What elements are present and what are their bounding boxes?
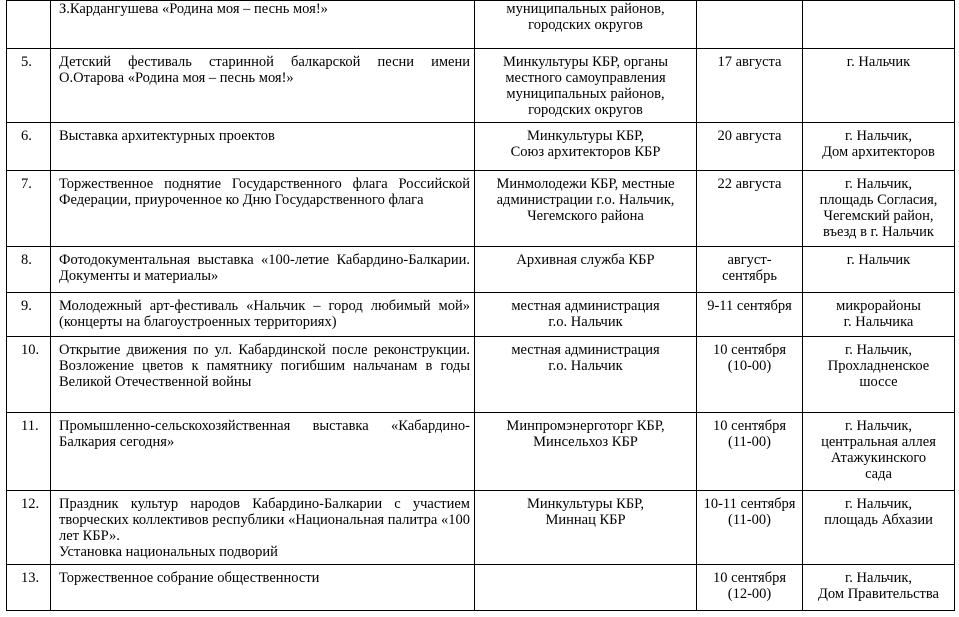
event-cell — [51, 1, 475, 49]
event-cell-line: Детский фестиваль старинной балкарской песни имени О.Отарова «Родина моя – песнь моя!» — [59, 54, 470, 86]
organizer-cell-line: Минкультуры КБР, — [526, 128, 645, 144]
row-number-cell — [7, 1, 51, 49]
date-cell — [697, 413, 803, 491]
place-cell-line: г. Нальчик — [846, 54, 911, 70]
place-cell — [803, 337, 955, 413]
table-row — [7, 49, 955, 123]
place-cell-line: Прохладненское — [827, 358, 930, 374]
place-cell — [803, 49, 955, 123]
date-cell — [697, 337, 803, 413]
date-cell — [697, 1, 803, 49]
organizer-cell-line: Чегемского района — [527, 208, 644, 224]
date-cell — [697, 565, 803, 611]
row-number-cell: 7. — [7, 171, 51, 247]
organizer-cell-line: Минкультуры КБР, — [526, 496, 645, 512]
place-cell-line: г. Нальчик, — [844, 128, 913, 144]
table-row — [7, 413, 955, 491]
place-cell-line: г. Нальчик, — [844, 176, 913, 192]
event-cell-line: Установка национальных подворий — [59, 544, 278, 560]
place-cell — [803, 565, 955, 611]
event-cell — [51, 293, 475, 337]
event-cell-line: Открытие движения по ул. Кабардинской после реконструкции. Возложение цветов к памятнику погибшим нальчанам в годы Великой Отечественной войны — [59, 342, 470, 390]
place-cell-line: г. Нальчик, — [844, 418, 913, 434]
row-number-cell: 12. — [7, 491, 51, 565]
date-cell-line: 9-11 сентября — [707, 298, 792, 314]
organizer-cell-line: местного самоуправления — [505, 70, 666, 86]
place-cell-line: сада — [865, 466, 892, 482]
place-cell-line: Атажукинского — [830, 450, 927, 466]
row-number-cell: 8. — [7, 247, 51, 293]
place-cell-line: г. Нальчик, — [844, 496, 913, 512]
date-cell-line: 10-11 сентября — [703, 496, 796, 512]
date-cell-line: (10-00) — [727, 358, 772, 374]
organizer-cell-line: администрации г.о. Нальчик, — [496, 192, 675, 208]
date-cell-line: сентябрь — [722, 268, 777, 284]
organizer-cell — [475, 293, 697, 337]
event-cell — [51, 171, 475, 247]
organizer-cell-line: местная администрация — [511, 298, 660, 314]
place-cell-line: въезд в г. Нальчик — [823, 224, 934, 240]
place-cell-line: Чегемский район, — [823, 208, 934, 224]
place-cell-line: г. Нальчик, — [844, 570, 913, 586]
organizer-cell-line: Минмолодежи КБР, местные — [496, 176, 675, 192]
date-cell-line: 22 августа — [717, 176, 782, 192]
table-row — [7, 293, 955, 337]
place-cell — [803, 413, 955, 491]
date-cell — [697, 49, 803, 123]
place-cell — [803, 1, 955, 49]
table-row — [7, 247, 955, 293]
place-cell-line: г. Нальчик — [846, 252, 911, 268]
date-cell — [697, 491, 803, 565]
organizer-cell — [475, 1, 697, 49]
date-cell-line: (11-00) — [728, 434, 771, 450]
table-row — [7, 171, 955, 247]
event-cell — [51, 247, 475, 293]
event-cell-line: Молодежный арт-фестиваль «Нальчик – город любимый мой» (концерты на благоустроенных территориях) — [59, 298, 470, 330]
date-cell — [697, 247, 803, 293]
event-cell-line: З.Кардангушева «Родина моя – песнь моя!» — [59, 1, 328, 17]
event-cell-line: Выставка архитектурных проектов — [59, 128, 275, 144]
organizer-cell-line: г.о. Нальчик — [548, 314, 623, 330]
place-cell-line: Дом архитекторов — [822, 144, 935, 160]
row-number-cell: 5. — [7, 49, 51, 123]
place-cell — [803, 293, 955, 337]
event-cell — [51, 565, 475, 611]
place-cell-line: г. Нальчика — [843, 314, 914, 330]
date-cell-line: 10 сентября — [712, 570, 787, 586]
place-cell-line: шоссе — [859, 374, 898, 390]
date-cell-line: 17 августа — [717, 54, 782, 70]
table-row — [7, 123, 955, 171]
organizer-cell-line: городских округов — [528, 17, 643, 33]
event-cell-line: Праздник культур народов Кабардино-Балкарии с участием творческих коллективов республики «Национальная палитра «100 лет КБР». — [59, 496, 470, 544]
organizer-cell-line: местная администрация — [511, 342, 660, 358]
place-cell — [803, 247, 955, 293]
place-cell-line: площадь Абхазии — [824, 512, 933, 528]
date-cell-line: 10 сентября — [712, 418, 787, 434]
organizer-cell-line: Архивная служба КБР — [516, 252, 655, 268]
organizer-cell — [475, 565, 697, 611]
row-number-cell: 9. — [7, 293, 51, 337]
row-number-cell: 11. — [7, 413, 51, 491]
row-number-cell: 13. — [7, 565, 51, 611]
organizer-cell-line: Минкультуры КБР, органы — [502, 54, 669, 70]
place-cell-line: центральная аллея — [821, 434, 936, 450]
date-cell-line: 10 сентября — [712, 342, 787, 358]
organizer-cell — [475, 171, 697, 247]
place-cell — [803, 491, 955, 565]
date-cell — [697, 123, 803, 171]
table-row — [7, 1, 955, 49]
organizer-cell — [475, 413, 697, 491]
organizer-cell-line: муниципальных районов, — [506, 1, 665, 17]
place-cell-line: площадь Согласия, — [819, 192, 938, 208]
date-cell-line: 20 августа — [717, 128, 782, 144]
organizer-cell-line: Миннац КБР — [545, 512, 626, 528]
event-cell-line: Промышленно-сельскохозяйственная выставка «Кабардино-Балкария сегодня» — [59, 418, 470, 450]
table-row — [7, 337, 955, 413]
place-cell-line: Дом Правительства — [818, 586, 939, 602]
date-cell-line: август- — [727, 252, 772, 268]
date-cell-line: (11-00) — [728, 512, 771, 528]
date-cell — [697, 293, 803, 337]
event-cell — [51, 49, 475, 123]
event-cell-line: Торжественное поднятие Государственного флага Российской Федерации, приуроченное ко Дню Государственного флага — [59, 176, 470, 208]
organizer-cell-line: городских округов — [528, 102, 643, 118]
row-number-cell: 6. — [7, 123, 51, 171]
organizer-cell — [475, 337, 697, 413]
event-cell-line: Торжественное собрание общественности — [59, 570, 320, 586]
organizer-cell-line: Минпромэнерготорг КБР, — [506, 418, 665, 434]
organizer-cell — [475, 247, 697, 293]
organizer-cell — [475, 491, 697, 565]
place-cell-line: микрорайоны — [836, 298, 921, 314]
place-cell — [803, 171, 955, 247]
events-table — [6, 0, 955, 611]
organizer-cell — [475, 123, 697, 171]
event-cell — [51, 123, 475, 171]
date-cell — [697, 171, 803, 247]
event-cell-line: Фотодокументальная выставка «100-летие Кабардино-Балкарии. Документы и материалы» — [59, 252, 470, 284]
event-cell — [51, 337, 475, 413]
row-number-cell: 10. — [7, 337, 51, 413]
event-cell — [51, 491, 475, 565]
organizer-cell-line: г.о. Нальчик — [548, 358, 623, 374]
table-row — [7, 565, 955, 611]
place-cell — [803, 123, 955, 171]
organizer-cell-line: Союз архитекторов КБР — [510, 144, 661, 160]
table-row — [7, 491, 955, 565]
organizer-cell — [475, 49, 697, 123]
organizer-cell-line: Минсельхоз КБР — [533, 434, 638, 450]
date-cell-line: (12-00) — [727, 586, 772, 602]
place-cell-line: г. Нальчик, — [844, 342, 913, 358]
organizer-cell-line: муниципальных районов, — [506, 86, 665, 102]
event-cell — [51, 413, 475, 491]
